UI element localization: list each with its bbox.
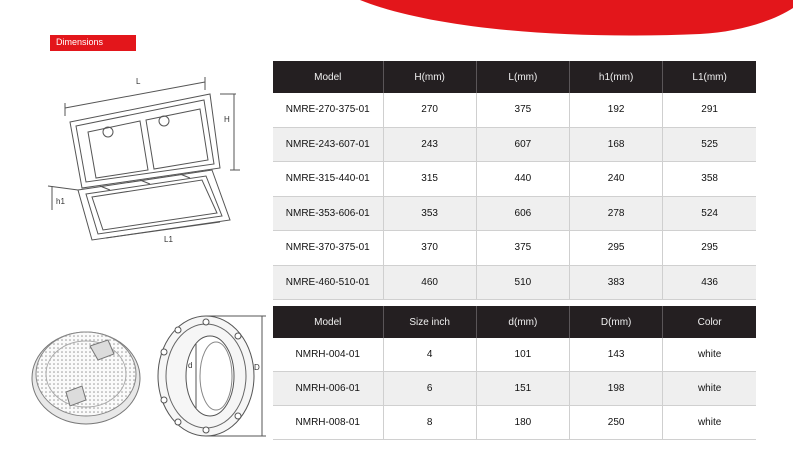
cell-value: 143 [570, 338, 663, 372]
table-header-row [273, 61, 756, 93]
cell-value: 295 [663, 231, 756, 266]
cell-value: 8 [383, 406, 476, 440]
table-row [273, 93, 756, 127]
table-row [273, 265, 756, 300]
cell-value: 375 [476, 231, 569, 266]
cell-value: 295 [570, 231, 663, 266]
cell-model: NMRE-243-607-01 [273, 127, 383, 162]
cell-value: 358 [663, 162, 756, 197]
cell-value: 315 [383, 162, 476, 197]
cell-value: 370 [383, 231, 476, 266]
cell-value: 168 [570, 127, 663, 162]
dim-label-D: D [254, 363, 260, 372]
table-header-row [273, 306, 756, 338]
table-row [273, 162, 756, 197]
cell-value: 151 [476, 372, 569, 406]
cell-model: NMRH-006-01 [273, 372, 383, 406]
header-model: Model [273, 61, 383, 93]
header-d: d(mm) [476, 306, 569, 338]
cell-value: 243 [383, 127, 476, 162]
cell-value: 101 [476, 338, 569, 372]
round-plate-spec-table [273, 306, 756, 440]
dimensions-badge: Dimensions [50, 35, 136, 50]
table-row [273, 196, 756, 231]
cell-value: 460 [383, 265, 476, 300]
cell-value: 192 [570, 93, 663, 127]
cell-value: 525 [663, 127, 756, 162]
cell-value: 383 [570, 265, 663, 300]
cell-value: 4 [383, 338, 476, 372]
hatch-spec-table [273, 61, 756, 300]
dim-label-H: H [224, 115, 230, 124]
red-header-swoosh [0, 0, 793, 40]
cell-value: 524 [663, 196, 756, 231]
cell-value: 375 [476, 93, 569, 127]
cell-model: NMRE-315-440-01 [273, 162, 383, 197]
cell-model: NMRH-008-01 [273, 406, 383, 440]
table-row [273, 406, 756, 440]
cell-value: white [663, 338, 756, 372]
cell-value: white [663, 372, 756, 406]
cell-value: 606 [476, 196, 569, 231]
header-outer-d: D(mm) [570, 306, 663, 338]
cell-model: NMRE-353-606-01 [273, 196, 383, 231]
header-h1: h1(mm) [570, 61, 663, 93]
round-deck-plate-drawing [28, 306, 278, 446]
cell-model: NMRH-004-01 [273, 338, 383, 372]
rectangular-hatch-drawing [40, 70, 250, 245]
cell-value: 198 [570, 372, 663, 406]
cell-value: 353 [383, 196, 476, 231]
cell-value: 291 [663, 93, 756, 127]
cell-value: 510 [476, 265, 569, 300]
dim-label-L1: L1 [164, 235, 173, 244]
cell-value: 180 [476, 406, 569, 440]
cell-value: 607 [476, 127, 569, 162]
cell-model: NMRE-460-510-01 [273, 265, 383, 300]
header-h: H(mm) [383, 61, 476, 93]
dim-label-d: d [188, 361, 193, 370]
cell-value: 440 [476, 162, 569, 197]
table-row [273, 127, 756, 162]
cell-value: 270 [383, 93, 476, 127]
cell-model: NMRE-370-375-01 [273, 231, 383, 266]
dim-label-h1: h1 [56, 197, 65, 206]
cell-value: white [663, 406, 756, 440]
table-row [273, 338, 756, 372]
table-row [273, 231, 756, 266]
badge-underline [50, 50, 136, 51]
header-model: Model [273, 306, 383, 338]
cell-value: 6 [383, 372, 476, 406]
header-size-inch: Size inch [383, 306, 476, 338]
header-color: Color [663, 306, 756, 338]
cell-value: 250 [570, 406, 663, 440]
cell-value: 240 [570, 162, 663, 197]
cell-model: NMRE-270-375-01 [273, 93, 383, 127]
header-l: L(mm) [476, 61, 569, 93]
dim-label-L: L [136, 77, 141, 86]
cell-value: 278 [570, 196, 663, 231]
cell-value: 436 [663, 265, 756, 300]
header-l1: L1(mm) [663, 61, 756, 93]
table-row [273, 372, 756, 406]
